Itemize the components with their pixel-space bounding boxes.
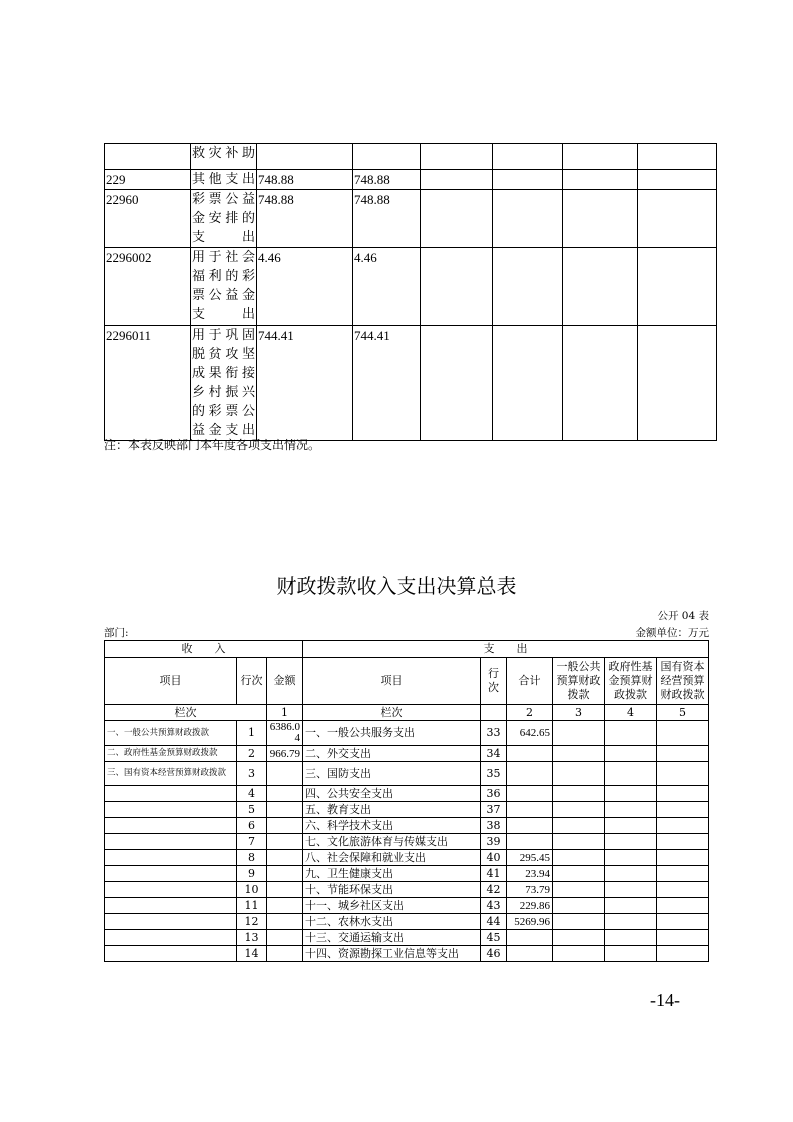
- expense-item-cell: 五、教育支出: [303, 802, 481, 818]
- table-row: [105, 802, 709, 818]
- income-item-cell: [105, 818, 237, 834]
- amount-cell: 4.46: [257, 248, 353, 326]
- expense-item-cell: 一、一般公共服务支出: [303, 721, 481, 746]
- code-cell: 229: [105, 170, 191, 190]
- expense-line-cell: 35: [481, 762, 507, 786]
- col-income-line: 行次: [237, 658, 267, 705]
- col-num-1: 1: [267, 705, 303, 721]
- empty-cell: [493, 144, 563, 170]
- expense-line-cell: 38: [481, 818, 507, 834]
- income-amount-cell: [267, 946, 303, 962]
- col-num-5: 5: [657, 705, 709, 721]
- amount-cell: [353, 144, 421, 170]
- income-line-cell: 4: [237, 786, 267, 802]
- total-cell: 229.86: [507, 898, 553, 914]
- expense-item-cell: 十一、城乡社区支出: [303, 898, 481, 914]
- empty-cell: [638, 170, 717, 190]
- col-general-budget: 一般公共预算财政拨款: [553, 658, 605, 705]
- general-cell: [553, 914, 605, 930]
- fund-cell: [605, 946, 657, 962]
- empty-cell: [563, 190, 638, 248]
- amount-cell: 748.88: [257, 170, 353, 190]
- general-cell: [553, 946, 605, 962]
- state-cell: [657, 882, 709, 898]
- total-cell: [507, 818, 553, 834]
- expense-item-cell: 十三、交通运输支出: [303, 930, 481, 946]
- expense-line-cell: 33: [481, 721, 507, 746]
- table-row: [105, 721, 709, 746]
- income-amount-cell: [267, 818, 303, 834]
- general-cell: [553, 930, 605, 946]
- col-income-item: 项目: [105, 658, 237, 705]
- empty-cell: [493, 170, 563, 190]
- income-line-cell: 11: [237, 898, 267, 914]
- expense-item-cell: 八、社会保障和就业支出: [303, 850, 481, 866]
- empty-cell: [638, 248, 717, 326]
- income-amount-cell: [267, 882, 303, 898]
- name-cell: 用于社会福利的彩票公益金支出: [191, 248, 257, 326]
- empty-cell: [493, 190, 563, 248]
- total-cell: [507, 786, 553, 802]
- general-cell: [553, 882, 605, 898]
- income-item-cell: [105, 850, 237, 866]
- income-line-cell: 10: [237, 882, 267, 898]
- income-amount-cell: [267, 898, 303, 914]
- empty-cell: [493, 326, 563, 441]
- fund-cell: [605, 882, 657, 898]
- state-cell: [657, 818, 709, 834]
- fund-cell: [605, 914, 657, 930]
- income-item-cell: 一、一般公共预算财政拨款: [105, 721, 237, 746]
- amount-cell: 744.41: [353, 326, 421, 441]
- fund-cell: [605, 762, 657, 786]
- income-line-cell: 6: [237, 818, 267, 834]
- expense-item-cell: 九、卫生健康支出: [303, 866, 481, 882]
- fund-cell: [605, 818, 657, 834]
- table-note: 注：本表反映部门本年度各项支出情况。: [104, 438, 321, 452]
- total-cell: [507, 762, 553, 786]
- general-cell: [553, 850, 605, 866]
- table-row: [105, 850, 709, 866]
- fund-cell: [605, 786, 657, 802]
- col-expense-line: 行次: [481, 658, 507, 705]
- amount-cell: 4.46: [353, 248, 421, 326]
- income-amount-cell: [267, 802, 303, 818]
- income-line-cell: 9: [237, 866, 267, 882]
- expense-line-cell: 41: [481, 866, 507, 882]
- col-num-3: 3: [553, 705, 605, 721]
- table-row: [105, 786, 709, 802]
- code-cell: 2296011: [105, 326, 191, 441]
- expense-line-cell: 36: [481, 786, 507, 802]
- page-title: 财政拨款收入支出决算总表: [276, 574, 517, 598]
- amount-cell: 744.41: [257, 326, 353, 441]
- table-row: [105, 190, 717, 248]
- table-row: [105, 762, 709, 786]
- total-cell: 23.94: [507, 866, 553, 882]
- table-row: [105, 326, 717, 441]
- col-fund-budget: 政府性基金预算财政拨款: [605, 658, 657, 705]
- general-cell: [553, 721, 605, 746]
- empty-cell: [638, 326, 717, 441]
- state-cell: [657, 802, 709, 818]
- state-cell: [657, 930, 709, 946]
- empty-cell: [563, 170, 638, 190]
- fund-cell: [605, 802, 657, 818]
- empty-cell: [638, 190, 717, 248]
- name-cell: 用于巩固脱贫攻坚成果衔接乡村振兴的彩票公益金支出: [191, 326, 257, 441]
- expense-item-cell: 二、外交支出: [303, 746, 481, 762]
- income-item-cell: [105, 786, 237, 802]
- income-line-cell: 2: [237, 746, 267, 762]
- total-cell: 73.79: [507, 882, 553, 898]
- expense-header: 支 出: [303, 641, 709, 658]
- income-amount-cell: [267, 850, 303, 866]
- state-cell: [657, 946, 709, 962]
- col-state-capital: 国有资本经营预算财政拨款: [657, 658, 709, 705]
- table-row: [105, 170, 717, 190]
- fund-cell: [605, 721, 657, 746]
- income-line-cell: 8: [237, 850, 267, 866]
- income-item-cell: [105, 898, 237, 914]
- income-item-cell: [105, 882, 237, 898]
- col-label-income: 栏次: [105, 705, 267, 721]
- name-cell: 救灾补助: [191, 144, 257, 170]
- amount-cell: 748.88: [257, 190, 353, 248]
- col-label-expense: 栏次: [303, 705, 481, 721]
- expense-item-cell: 十四、资源勘探工业信息等支出: [303, 946, 481, 962]
- col-total: 合计: [507, 658, 553, 705]
- empty-cell: [638, 144, 717, 170]
- state-cell: [657, 850, 709, 866]
- table-row: [105, 882, 709, 898]
- income-line-cell: 12: [237, 914, 267, 930]
- general-cell: [553, 898, 605, 914]
- income-header: 收 入: [105, 641, 303, 658]
- table-row: [105, 834, 709, 850]
- expense-line-cell: 46: [481, 946, 507, 962]
- expense-detail-table: [104, 143, 717, 441]
- col-income-amount: 金额: [267, 658, 303, 705]
- total-cell: [507, 946, 553, 962]
- table-row: [105, 818, 709, 834]
- general-cell: [553, 818, 605, 834]
- total-cell: [507, 746, 553, 762]
- empty-cell: [563, 144, 638, 170]
- general-cell: [553, 746, 605, 762]
- state-cell: [657, 834, 709, 850]
- income-line-cell: 14: [237, 946, 267, 962]
- income-line-cell: 1: [237, 721, 267, 746]
- income-item-cell: 二、政府性基金预算财政拨款: [105, 746, 237, 762]
- expense-item-cell: 七、文化旅游体育与传媒支出: [303, 834, 481, 850]
- income-item-cell: [105, 834, 237, 850]
- total-cell: [507, 802, 553, 818]
- col-num-4: 4: [605, 705, 657, 721]
- income-item-cell: [105, 914, 237, 930]
- income-line-cell: 7: [237, 834, 267, 850]
- fund-cell: [605, 930, 657, 946]
- income-item-cell: 三、国有资本经营预算财政拨款: [105, 762, 237, 786]
- code-cell: [105, 144, 191, 170]
- total-cell: [507, 834, 553, 850]
- general-cell: [553, 786, 605, 802]
- amount-cell: [257, 144, 353, 170]
- income-amount-cell: [267, 930, 303, 946]
- table-row: [105, 144, 717, 170]
- page-number: -14-: [650, 990, 680, 1010]
- general-cell: [553, 802, 605, 818]
- empty-cell: [421, 248, 493, 326]
- empty-cell: [421, 170, 493, 190]
- table-row: [105, 898, 709, 914]
- table-row: [105, 914, 709, 930]
- expense-line-cell: 43: [481, 898, 507, 914]
- amount-cell: 748.88: [353, 190, 421, 248]
- department-label: 部门:: [104, 627, 129, 639]
- general-cell: [553, 762, 605, 786]
- income-line-cell: 13: [237, 930, 267, 946]
- table-row: [105, 248, 717, 326]
- total-cell: 642.65: [507, 721, 553, 746]
- col-num-2: 2: [507, 705, 553, 721]
- expense-line-cell: 37: [481, 802, 507, 818]
- fund-cell: [605, 834, 657, 850]
- state-cell: [657, 762, 709, 786]
- expense-item-cell: 十、节能环保支出: [303, 882, 481, 898]
- table-code: 公开 04 表: [657, 610, 709, 622]
- expense-line-cell: 45: [481, 930, 507, 946]
- name-cell: 彩票公益金安排的支出: [191, 190, 257, 248]
- empty-cell: [563, 248, 638, 326]
- expense-line-cell: 40: [481, 850, 507, 866]
- income-amount-cell: 6386.04: [267, 721, 303, 746]
- income-item-cell: [105, 930, 237, 946]
- income-amount-cell: [267, 786, 303, 802]
- expense-item-cell: 十二、农林水支出: [303, 914, 481, 930]
- expense-line-cell: 42: [481, 882, 507, 898]
- income-amount-cell: 966.79: [267, 746, 303, 762]
- state-cell: [657, 786, 709, 802]
- empty-cell: [493, 248, 563, 326]
- table-row: [105, 930, 709, 946]
- state-cell: [657, 914, 709, 930]
- income-amount-cell: [267, 762, 303, 786]
- name-cell: 其他支出: [191, 170, 257, 190]
- empty-cell: [421, 326, 493, 441]
- state-cell: [657, 866, 709, 882]
- code-cell: 2296002: [105, 248, 191, 326]
- income-item-cell: [105, 802, 237, 818]
- expense-item-cell: 六、科学技术支出: [303, 818, 481, 834]
- unit-label: 金额单位：万元: [635, 627, 709, 639]
- income-line-cell: 5: [237, 802, 267, 818]
- income-amount-cell: [267, 914, 303, 930]
- income-item-cell: [105, 946, 237, 962]
- income-line-cell: 3: [237, 762, 267, 786]
- income-amount-cell: [267, 866, 303, 882]
- table-row: [105, 866, 709, 882]
- fund-cell: [605, 898, 657, 914]
- fund-cell: [605, 746, 657, 762]
- total-cell: 295.45: [507, 850, 553, 866]
- fund-cell: [605, 866, 657, 882]
- empty-cell: [421, 144, 493, 170]
- expense-item-cell: 四、公共安全支出: [303, 786, 481, 802]
- general-cell: [553, 866, 605, 882]
- expense-line-cell: 34: [481, 746, 507, 762]
- expense-line-cell: 44: [481, 914, 507, 930]
- col-expense-item: 项目: [303, 658, 481, 705]
- fund-cell: [605, 850, 657, 866]
- empty-cell: [563, 326, 638, 441]
- summary-table: [104, 640, 709, 962]
- code-cell: 22960: [105, 190, 191, 248]
- state-cell: [657, 721, 709, 746]
- expense-item-cell: 三、国防支出: [303, 762, 481, 786]
- empty-cell: [421, 190, 493, 248]
- amount-cell: 748.88: [353, 170, 421, 190]
- table-row: [105, 946, 709, 962]
- general-cell: [553, 834, 605, 850]
- income-item-cell: [105, 866, 237, 882]
- state-cell: [657, 746, 709, 762]
- state-cell: [657, 898, 709, 914]
- total-cell: 5269.96: [507, 914, 553, 930]
- expense-line-cell: 39: [481, 834, 507, 850]
- total-cell: [507, 930, 553, 946]
- income-amount-cell: [267, 834, 303, 850]
- table-row: [105, 746, 709, 762]
